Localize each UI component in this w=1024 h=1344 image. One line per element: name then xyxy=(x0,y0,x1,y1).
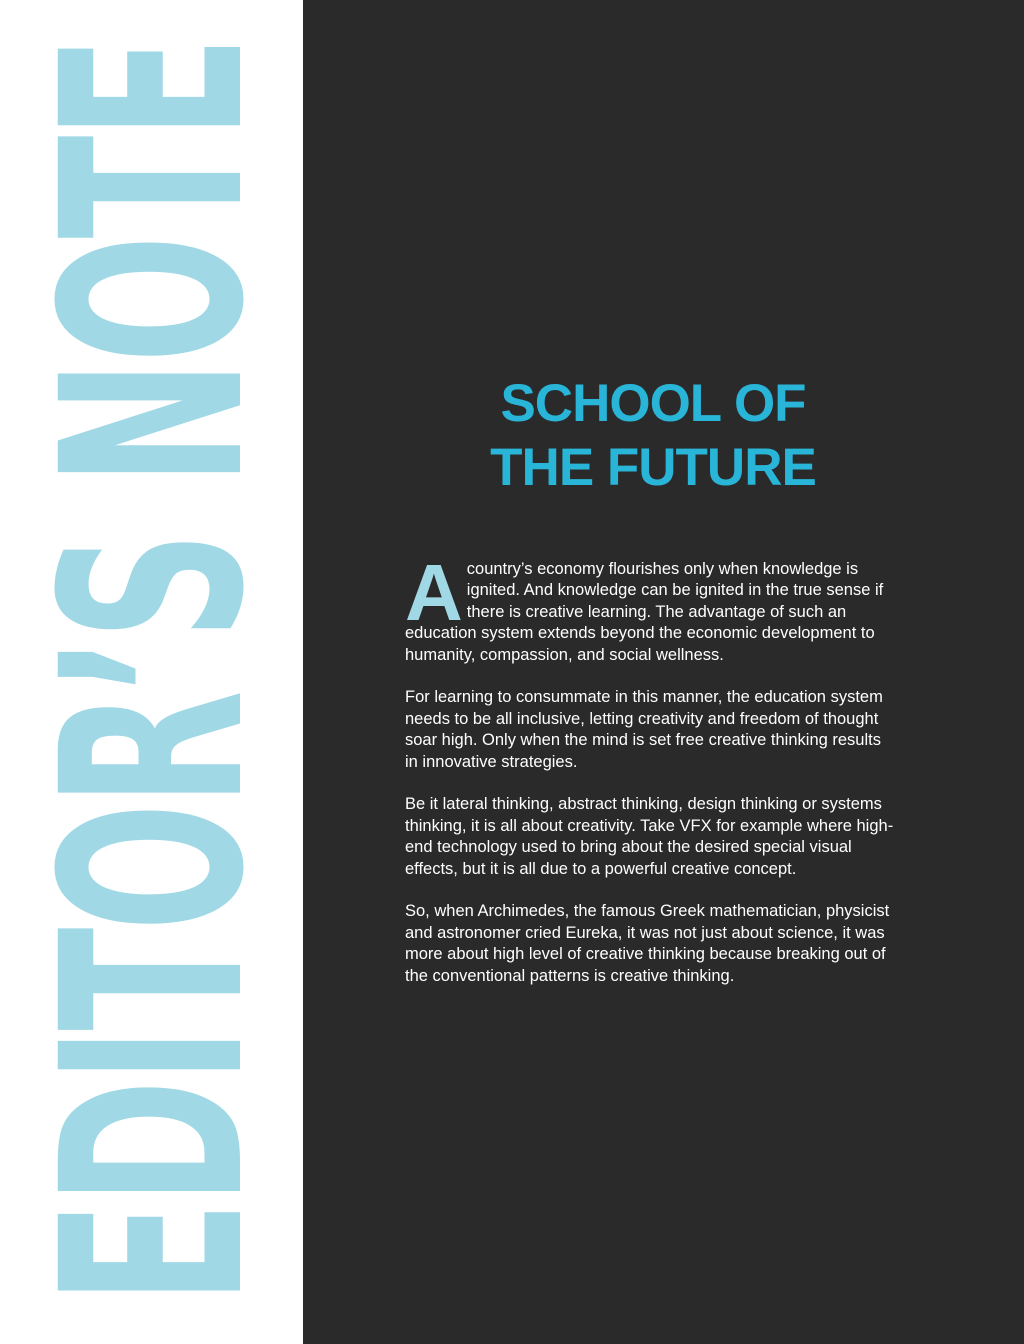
left-title-band xyxy=(0,0,303,1344)
paragraph-3: Be it lateral thinking, abstract thinking, design thinking or systems thinking, it is all about creativity. Take VFX for example where high-end technology used to bring about the desired special visual effects, but it is all due to a powerful creative concept. xyxy=(405,795,894,878)
editors-note-vertical-title: EDITOR’S NOTE xyxy=(8,39,299,1305)
article-body xyxy=(405,548,895,1008)
headline-line-2: THE FUTURE xyxy=(490,438,816,497)
paragraph-2: For learning to consummate in this manner, the education system needs to be all inclusive, letting creativity and freedom of thought soar high. Only when the mind is set free creative thinking results in innovative strategies. xyxy=(405,688,883,771)
headline-line-1: SCHOOL OF xyxy=(500,374,806,433)
article-headline xyxy=(303,372,1003,500)
paragraph-1-text: country’s economy flourishes only when knowledge is ignited. And knowledge can be ignited in the true sense if there is creative learning. The advantage of such an education system extends beyond the economic development to humanity, compassion, and social wellness. xyxy=(405,560,884,664)
drop-cap: A xyxy=(405,548,463,637)
paragraph-4: So, when Archimedes, the famous Greek mathematician, physicist and astronomer cried Eureka, it was not just about science, it was more about high level of creative thinking because breaking out of the conventional patterns is creative thinking. xyxy=(405,902,890,985)
article-panel xyxy=(303,0,1024,1344)
paragraph-1 xyxy=(405,548,895,666)
